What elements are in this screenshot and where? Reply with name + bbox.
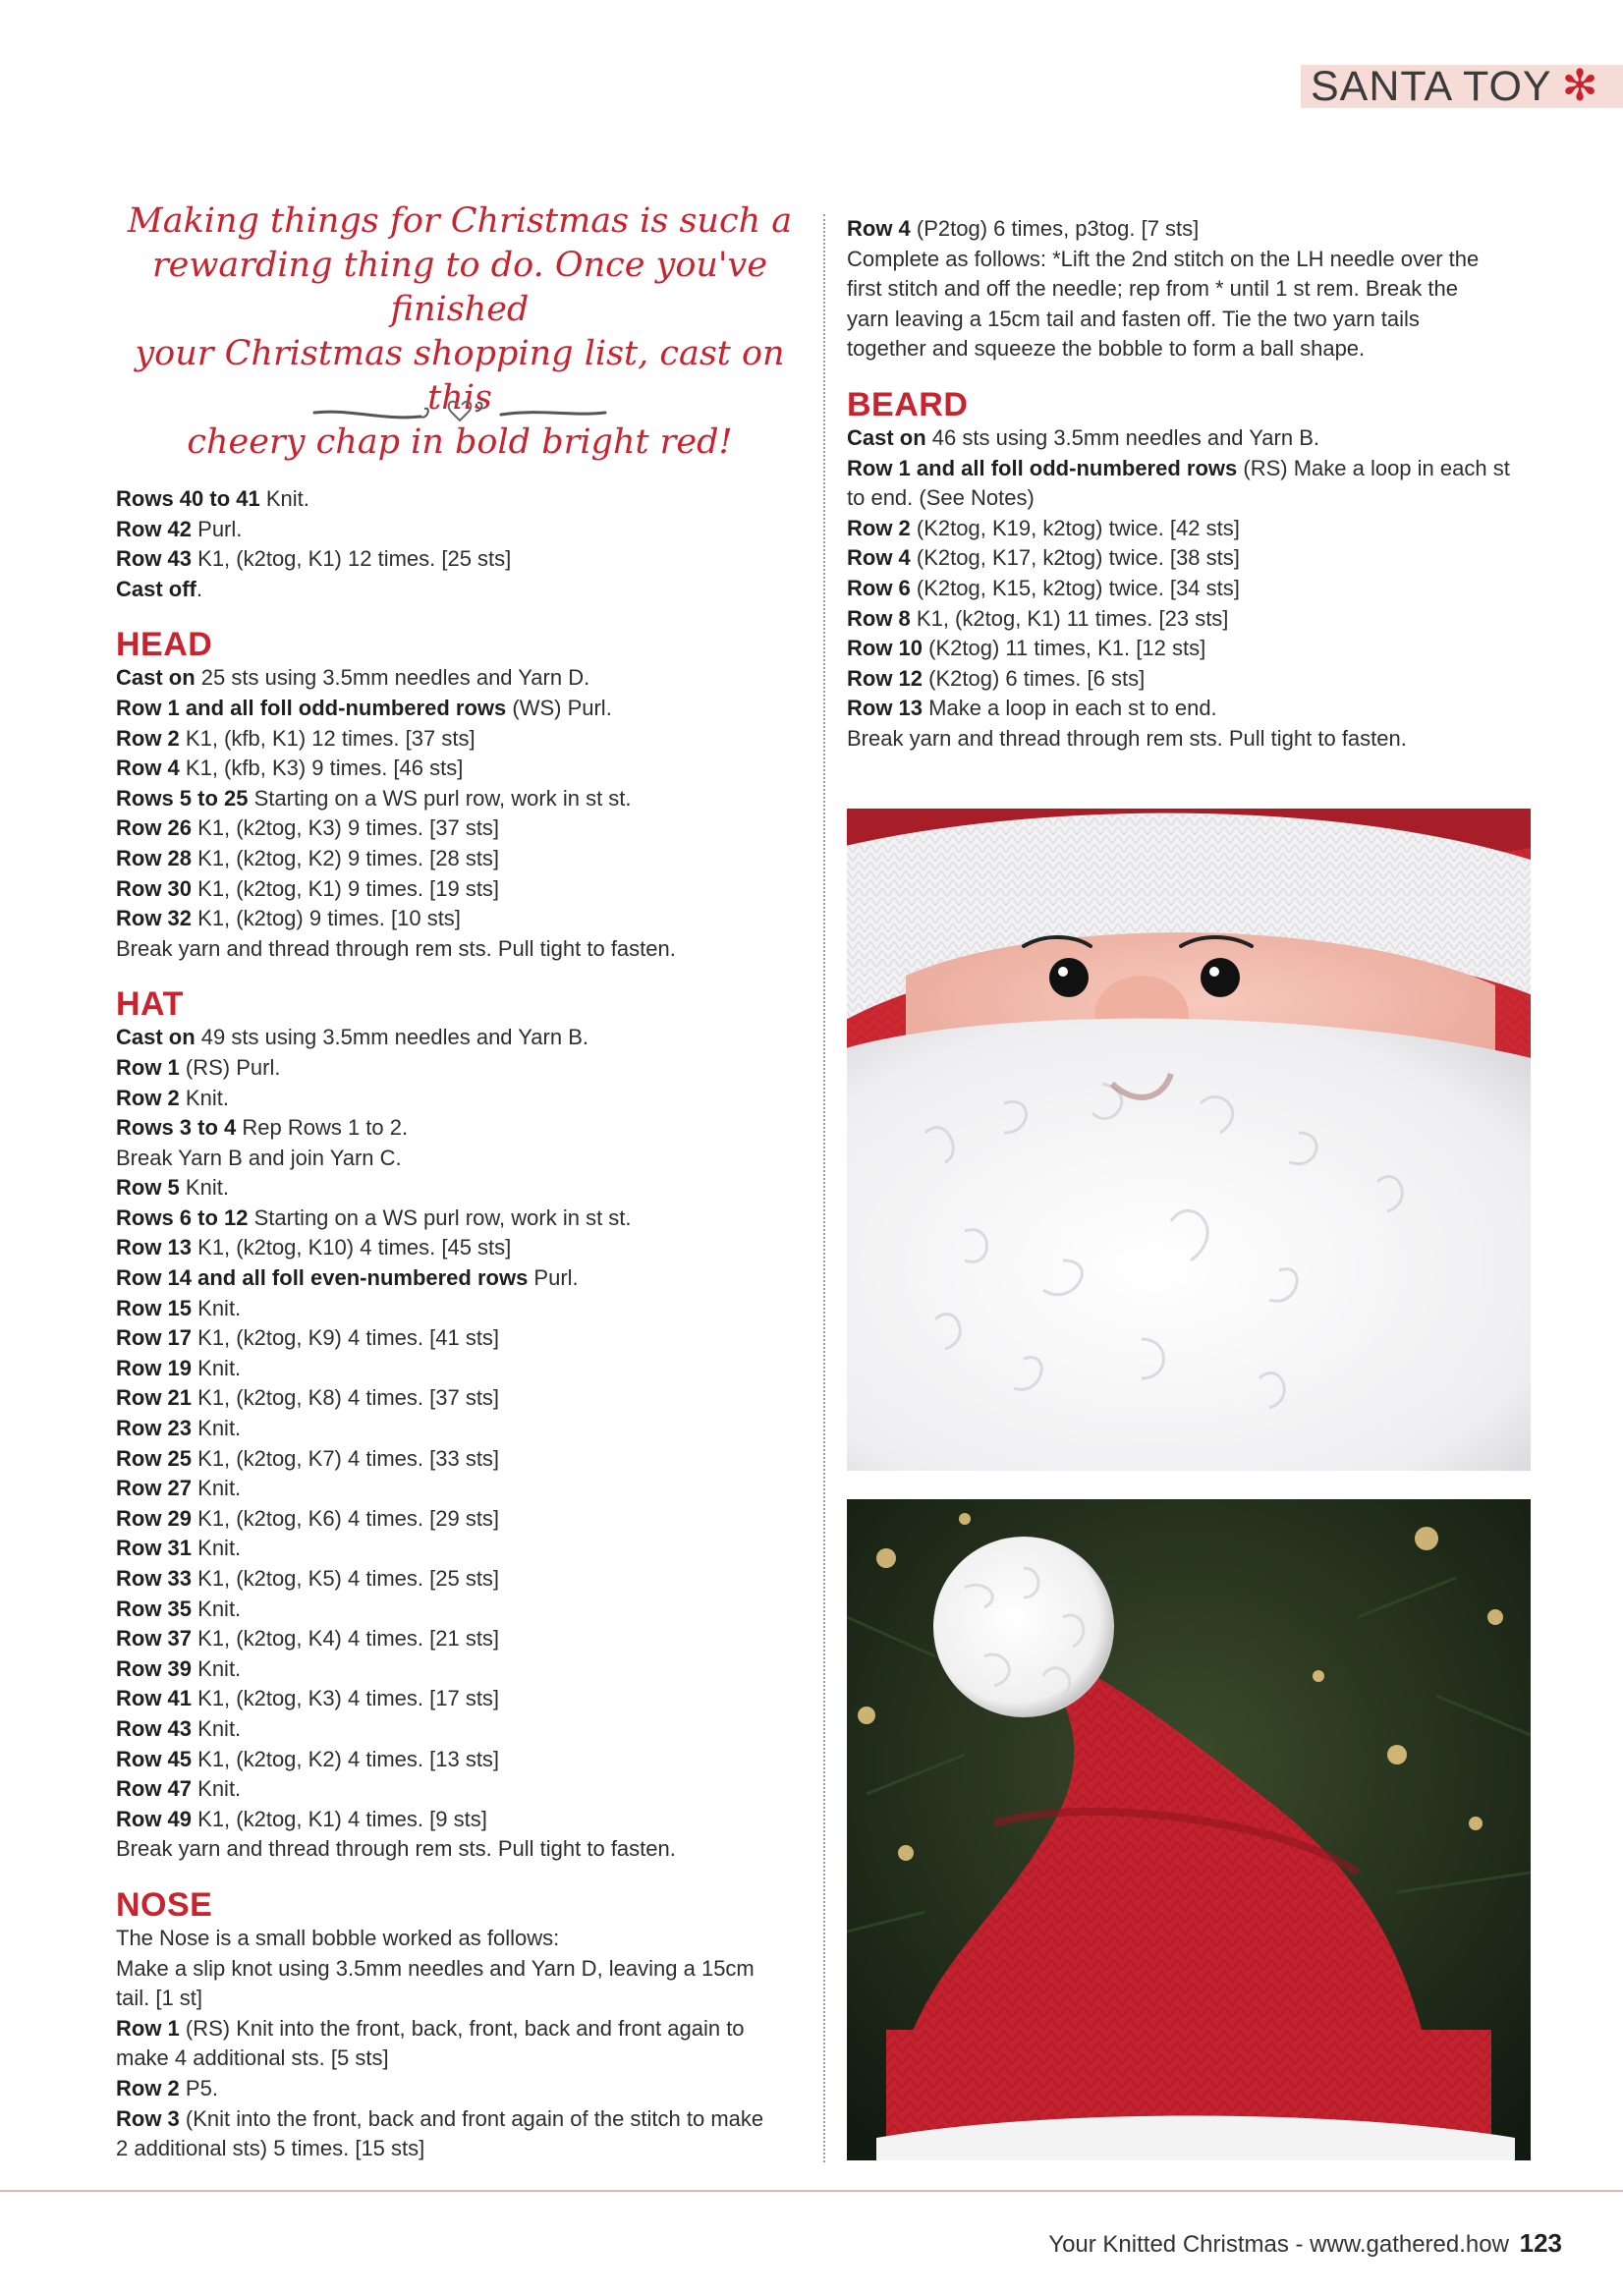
row-text: K1, (k2tog, K5) 4 times. [25 sts] [192,1566,500,1591]
row-label: Rows 5 to 25 [116,785,249,811]
row-label: Rows 40 to 41 [116,486,260,511]
instruction-line [116,1263,815,1294]
instruction-line [116,1414,815,1444]
instruction-line [116,1834,815,1865]
row-label: Row 6 [847,575,911,600]
row-label: Cast on [847,424,926,450]
instruction-line [116,1294,815,1324]
intro-line: your Christmas shopping list, cast on this [135,334,785,418]
row-label: Row 30 [116,875,193,901]
row-label: Row 37 [116,1626,193,1652]
row-text: Starting on a WS purl row, work in st st. [248,1204,632,1230]
row-label: Row 15 [116,1295,193,1320]
santa-hat-photo [847,1499,1531,2160]
row-text: K1, (k2tog, K9) 4 times. [41 sts] [192,1325,500,1351]
instruction-line [116,844,815,874]
instruction-line [847,694,1554,724]
instruction-line [847,604,1554,635]
row-text: Purl. [192,516,243,541]
row-label: Row 1 and all foll odd-numbered rows [847,455,1238,480]
instruction-line [116,1023,815,1053]
instruction-line [116,1924,815,1954]
row-text: K1, (k2tog) 9 times. [10 sts] [192,906,461,931]
footer-rule [0,2190,1623,2192]
page-footer [1048,2228,1562,2259]
row-text: Knit. [192,1715,242,1741]
row-label: Row 43 [116,1715,193,1741]
instruction-line [847,214,1554,245]
decorative-swirl-icon [312,391,607,430]
row-text: Knit. [192,1355,242,1380]
row-text: K1, (k2tog, K4) 4 times. [21 sts] [192,1626,500,1652]
row-label: Row 19 [116,1355,193,1380]
row-text: together and squeeze the bobble to form a ball shape. [847,336,1366,362]
row-text: The Nose is a small bobble worked as follows: [116,1925,560,1950]
row-text: Make a loop in each st to end. [923,696,1217,721]
row-text: (K2tog, K15, k2tog) twice. [34 sts] [910,575,1240,600]
row-text: (K2tog, K17, k2tog) twice. [38 sts] [910,545,1240,571]
row-label: Row 21 [116,1385,193,1411]
instruction-line [116,663,815,694]
row-text: Knit. [192,1476,242,1501]
row-text: K1, (k2tog, K3) 4 times. [17 sts] [192,1686,500,1711]
row-label: Row 32 [116,906,193,931]
row-text: 25 sts using 3.5mm needles and Yarn D. [195,665,590,691]
instruction-line [116,1654,815,1685]
row-label: Row 2 [116,2075,180,2100]
instruction-line [116,724,815,755]
row-text: Starting on a WS purl row, work in st st. [248,785,632,811]
row-label: Row 10 [847,636,923,661]
star-icon: ✻ [1561,62,1598,110]
instruction-line [116,1173,815,1204]
instruction-line [116,544,815,575]
row-label: Row 2 [116,725,180,751]
instruction-line [116,904,815,934]
right-column [847,214,1554,755]
instruction-line [116,2044,815,2074]
instruction-line [116,784,815,814]
instruction-line [116,1774,815,1805]
row-text: Knit. [192,1596,242,1621]
row-label: Row 27 [116,1476,193,1501]
row-text: K1, (k2tog, K6) 4 times. [29 sts] [192,1505,500,1531]
row-text: Break yarn and thread through rem sts. Pull tight to fasten. [116,935,676,961]
row-text: K1, (kfb, K3) 9 times. [46 sts] [179,756,464,781]
row-text: (RS) Knit into the front, back, front, back and front again to [179,2015,745,2041]
instruction-line [116,1595,815,1625]
row-text: Knit. [179,1175,229,1201]
santa-hat-illustration [847,1499,1531,2160]
row-text: Break yarn and thread through rem sts. Pull tight to fasten. [847,725,1407,751]
row-label: Cast off [116,576,196,601]
row-label: Row 35 [116,1596,193,1621]
row-text: Knit. [192,1776,242,1802]
row-text: (P2tog) 6 times, p3tog. [7 sts] [910,216,1200,241]
row-text: Knit. [259,486,309,511]
row-text: K1, (k2tog, K1) 12 times. [25 sts] [192,546,512,572]
instruction-line [116,575,815,605]
row-label: Row 45 [116,1746,193,1771]
row-text: K1, (k2tog, K3) 9 times. [37 sts] [192,815,500,841]
row-text: 46 sts using 3.5mm needles and Yarn B. [925,424,1319,450]
instruction-line [116,1204,815,1234]
instruction-line [116,1144,815,1174]
row-label: Row 12 [847,665,923,691]
row-text: (K2tog, K19, k2tog) twice. [42 sts] [910,515,1240,540]
instruction-line [116,1534,815,1564]
instruction-line [847,454,1554,484]
instruction-line [847,334,1554,364]
instruction-line [116,874,815,905]
heading-hat: HAT [116,985,184,1024]
instruction-line [116,1323,815,1354]
row-text: Knit. [192,1295,242,1320]
section-tag-label: SANTA TOY [1311,62,1552,110]
instruction-line [847,305,1554,335]
row-text: (WS) Purl. [506,695,612,720]
row-text: Knit. [192,1655,242,1681]
row-label: Row 2 [116,1085,180,1110]
instruction-line [116,2074,815,2104]
row-text: . [196,576,203,601]
row-label: Row 26 [116,815,193,841]
row-label: Row 28 [116,845,193,870]
left-column [116,484,815,2164]
row-text: K1, (k2tog, K1) 11 times. [23 sts] [910,605,1229,631]
row-label: Row 17 [116,1325,193,1351]
row-label: Rows 3 to 4 [116,1115,237,1141]
row-label: Row 1 and all foll odd-numbered rows [116,695,507,720]
row-text: Complete as follows: *Lift the 2nd stitch on the LH needle over the [847,246,1480,271]
instruction-line [847,543,1554,574]
row-text: Rep Rows 1 to 2. [236,1115,409,1141]
instruction-line [116,754,815,784]
row-text: (Knit into the front, back and front again of the stitch to make [179,2105,764,2131]
instruction-line [116,934,815,965]
row-text: K1, (k2tog, K2) 9 times. [28 sts] [192,845,500,870]
row-text: Knit. [192,1416,242,1441]
row-label: Row 4 [847,216,911,241]
instruction-line [116,1354,815,1384]
intro-line: cheery chap in bold bright red! [187,422,733,462]
instruction-line [116,1383,815,1414]
instruction-line [116,2104,815,2135]
row-label: Row 14 and all foll even-numbered rows [116,1265,529,1291]
row-text: yarn leaving a 15cm tail and fasten off. Tie the two yarn tails [847,306,1420,331]
row-label: Row 39 [116,1655,193,1681]
instruction-line [116,1053,815,1084]
instruction-line [847,574,1554,604]
intro-line: Making things for Christmas is such a [127,201,793,241]
santa-face-illustration [847,809,1531,1471]
row-text: K1, (kfb, K1) 12 times. [37 sts] [179,725,476,751]
instruction-line [116,1444,815,1475]
row-text: P5. [179,2075,218,2100]
row-text: (K2tog) 11 times, K1. [12 sts] [923,636,1206,661]
row-label: Row 5 [116,1175,180,1201]
row-label: Row 23 [116,1416,193,1441]
instruction-line [847,274,1554,305]
row-text: Make a slip knot using 3.5mm needles and Yarn D, leaving a 15cm [116,1955,755,1981]
row-text: Break Yarn B and join Yarn C. [116,1145,402,1170]
instruction-line [116,1564,815,1595]
row-text: to end. (See Notes) [847,485,1035,511]
row-text: Break yarn and thread through rem sts. Pull tight to fasten. [116,1836,676,1862]
instruction-line [116,1684,815,1714]
instruction-line [847,664,1554,695]
row-text: K1, (k2tog, K10) 4 times. [45 sts] [192,1235,512,1260]
row-text: 49 sts using 3.5mm needles and Yarn B. [195,1025,588,1050]
row-label: Cast on [116,1025,196,1050]
instruction-line [847,483,1554,514]
row-label: Row 49 [116,1806,193,1831]
instruction-line [116,1504,815,1535]
instruction-line [116,2134,815,2164]
row-label: Row 2 [847,515,911,540]
instruction-line [116,1984,815,2014]
row-text: (RS) Make a loop in each st [1237,455,1510,480]
instruction-line [116,1084,815,1114]
row-label: Row 47 [116,1776,193,1802]
row-text: first stitch and off the needle; rep from * until 1 st rem. Break the [847,276,1459,302]
row-label: Row 41 [116,1686,193,1711]
row-text: Knit. [192,1536,242,1561]
row-label: Row 31 [116,1536,193,1561]
footer-text: Your Knitted Christmas - www.gathered.how [1048,2231,1509,2258]
instruction-line [847,423,1554,454]
instruction-line [116,1113,815,1144]
row-text: (RS) Purl. [179,1054,281,1080]
instruction-line [847,245,1554,275]
section-tag [1301,62,1623,110]
row-label: Row 13 [847,696,923,721]
row-text: tail. [1 st] [116,1986,203,2011]
row-text: make 4 additional sts. [5 sts] [116,2045,389,2071]
column-divider [823,214,825,2162]
instruction-line [116,2014,815,2044]
row-label: Row 8 [847,605,911,631]
row-text: 2 additional sts) 5 times. [15 sts] [116,2136,425,2161]
row-label: Row 42 [116,516,193,541]
row-label: Row 1 [116,2015,180,2041]
instruction-line [116,1233,815,1263]
instruction-line [116,813,815,844]
row-label: Row 1 [116,1054,180,1080]
row-label: Row 25 [116,1445,193,1471]
intro-line: rewarding thing to do. Once you've finished [151,246,768,329]
heading-head: HEAD [116,626,213,664]
instruction-line [116,694,815,724]
row-label: Row 4 [116,756,180,781]
instruction-line [847,514,1554,544]
row-text: Knit. [179,1085,229,1110]
instruction-line [116,515,815,545]
row-text: K1, (k2tog, K7) 4 times. [33 sts] [192,1445,500,1471]
instruction-line [116,1805,815,1835]
row-label: Cast on [116,665,196,691]
row-text: Purl. [528,1265,579,1291]
instruction-line [847,724,1554,755]
row-label: Rows 6 to 12 [116,1204,249,1230]
row-text: K1, (k2tog, K8) 4 times. [37 sts] [192,1385,500,1411]
row-label: Row 33 [116,1566,193,1591]
row-label: Row 3 [116,2105,180,2131]
row-text: (K2tog) 6 times. [6 sts] [923,665,1146,691]
row-text: K1, (k2tog, K1) 9 times. [19 sts] [192,875,500,901]
row-label: Row 29 [116,1505,193,1531]
row-label: Row 13 [116,1235,193,1260]
instruction-line [116,1624,815,1654]
row-text: K1, (k2tog, K1) 4 times. [9 sts] [192,1806,487,1831]
row-label: Row 4 [847,545,911,571]
instruction-line [116,1954,815,1985]
instruction-line [116,1714,815,1745]
santa-face-photo [847,809,1531,1471]
row-label: Row 43 [116,546,193,572]
page-number: 123 [1519,2228,1562,2258]
instruction-line [116,1474,815,1504]
instruction-line [847,634,1554,664]
row-text: K1, (k2tog, K2) 4 times. [13 sts] [192,1746,500,1771]
instruction-line [116,484,815,515]
heading-nose: NOSE [116,1885,213,1924]
heading-beard: BEARD [847,385,969,423]
instruction-line [116,1745,815,1775]
